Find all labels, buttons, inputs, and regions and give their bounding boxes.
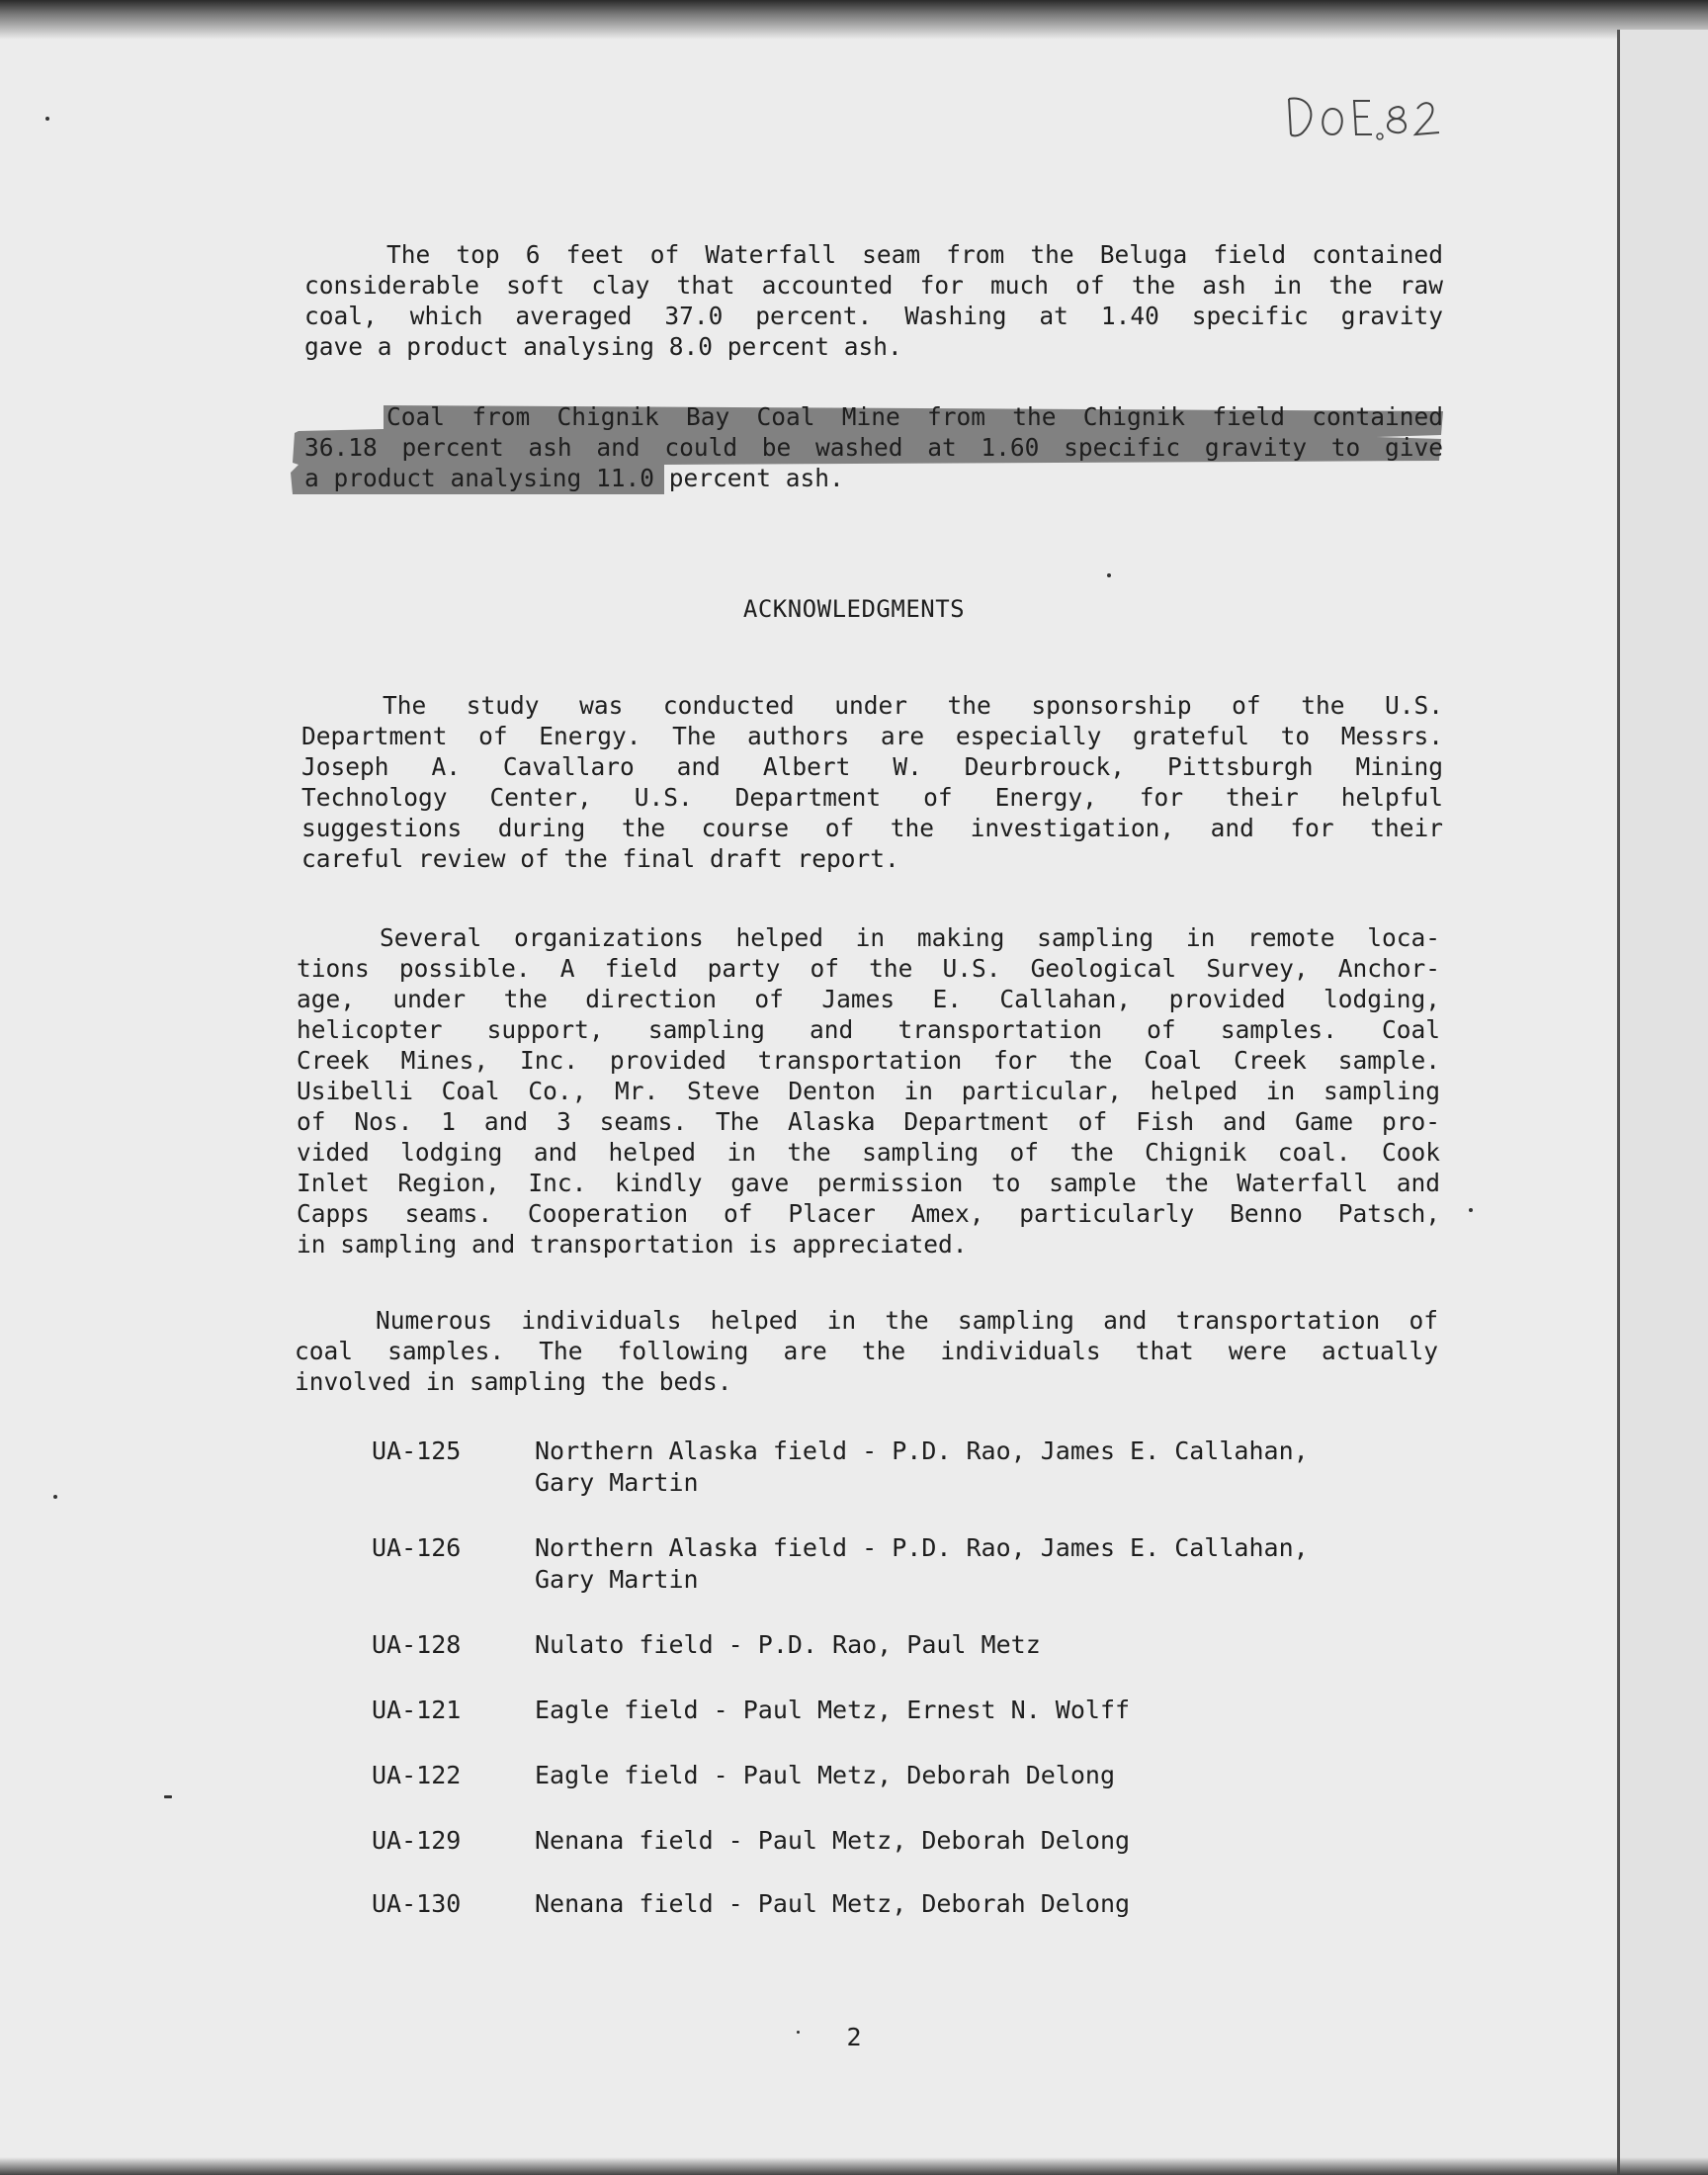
sample-line: Gary Martin: [535, 1565, 699, 1594]
text-line: suggestions during the course of the investigation, and for their: [301, 814, 1443, 842]
text-line: 36.18 percent ash and could be washed at 1.60 specific gravity to give: [304, 433, 1443, 462]
text-line: a product analysing 11.0 percent ash.: [304, 464, 844, 492]
sample-line: Nenana field - Paul Metz, Deborah Delong: [535, 1826, 1131, 1855]
text-line: Several organizations helped in making sampling in remote loca-: [380, 923, 1440, 952]
paragraph-chignik-coal: [304, 401, 1443, 493]
scan-speck: [45, 117, 49, 121]
sample-description: [535, 1532, 1424, 1596]
text-line: Technology Center, U.S. Department of Energy, for their helpful: [301, 783, 1443, 812]
text-line: The top 6 feet of Waterfall seam from the Beluga field contained: [386, 240, 1443, 269]
sample-id: UA-129: [372, 1826, 462, 1855]
sample-id: UA-128: [372, 1630, 462, 1659]
page-right-edge: [1617, 30, 1708, 2175]
sample-description: [535, 1825, 1424, 1857]
text-line: Coal from Chignik Bay Coal Mine from the Chignik field contained: [386, 402, 1443, 431]
paragraph-individuals: [295, 1305, 1438, 1397]
text-line: gave a product analysing 8.0 percent ash.: [304, 332, 902, 361]
section-heading: ACKNOWLEDGMENTS: [742, 595, 966, 623]
text-line: coal samples. The following are the individuals that were actually: [295, 1337, 1438, 1365]
scan-speck: [797, 2031, 800, 2034]
text-line: Joseph A. Cavallaro and Albert W. Deurbrouck, Pittsburgh Mining: [301, 752, 1443, 781]
sample-description: [535, 1436, 1424, 1499]
text-line: Numerous individuals helped in the sampling and transportation of: [376, 1306, 1438, 1335]
sample-description: [535, 1695, 1424, 1726]
text-line: vided lodging and helped in the sampling of the Chignik coal. Cook: [297, 1138, 1440, 1167]
text-line: Creek Mines, Inc. provided transportation for the Coal Creek sample.: [297, 1046, 1440, 1075]
text-line: careful review of the final draft report.: [301, 844, 899, 873]
scan-top-shadow: [0, 0, 1708, 40]
sample-id: UA-126: [372, 1533, 462, 1562]
text-line: considerable soft clay that accounted for much of the ash in the raw: [304, 271, 1443, 300]
text-line: tions possible. A field party of the U.S. Geological Survey, Anchor-: [297, 954, 1440, 983]
text-line: coal, which averaged 37.0 percent. Washing at 1.40 specific gravity: [304, 302, 1443, 330]
scan-speck: [1469, 1208, 1473, 1212]
text-line: of Nos. 1 and 3 seams. The Alaska Department of Fish and Game pro-: [297, 1107, 1440, 1136]
text-line: in sampling and transportation is appreciated.: [297, 1230, 968, 1259]
text-line: involved in sampling the beds.: [295, 1367, 732, 1396]
sample-id: UA-130: [372, 1889, 462, 1918]
paragraph-organizations: [297, 922, 1440, 1260]
sample-line: Eagle field - Paul Metz, Ernest N. Wolff: [535, 1696, 1131, 1724]
scan-speck: [1107, 573, 1111, 577]
sample-line: Nenana field - Paul Metz, Deborah Delong: [535, 1889, 1131, 1918]
sample-line: Gary Martin: [535, 1468, 699, 1497]
text-line: age, under the direction of James E. Callahan, provided lodging,: [297, 985, 1440, 1013]
sample-description: [535, 1888, 1424, 1920]
sample-id: UA-125: [372, 1436, 462, 1465]
text-line: The study was conducted under the sponsorship of the U.S.: [383, 691, 1443, 720]
text-line: Usibelli Coal Co., Mr. Steve Denton in particular, helped in sampling: [297, 1077, 1440, 1105]
handwritten-annotation: [1281, 87, 1459, 146]
text-line: Capps seams. Cooperation of Placer Amex, particularly Benno Patsch,: [297, 1199, 1440, 1228]
sample-line: Nulato field - P.D. Rao, Paul Metz: [535, 1630, 1041, 1659]
paragraph-waterfall-seam: [304, 239, 1443, 362]
sample-id: UA-121: [372, 1696, 462, 1724]
sample-description: [535, 1629, 1424, 1661]
sample-line: Northern Alaska field - P.D. Rao, James E. Callahan,: [535, 1436, 1309, 1465]
sample-line: Northern Alaska field - P.D. Rao, James E. Callahan,: [535, 1533, 1309, 1562]
paragraph-sponsorship: [301, 690, 1443, 874]
text-line: Inlet Region, Inc. kindly gave permission to sample the Waterfall and: [297, 1169, 1440, 1197]
page-number: 2: [846, 2023, 862, 2051]
text-line: helicopter support, sampling and transportation of samples. Coal: [297, 1015, 1440, 1044]
scan-speck: [164, 1795, 172, 1798]
scan-speck: [53, 1495, 57, 1499]
sample-line: Eagle field - Paul Metz, Deborah Delong: [535, 1761, 1115, 1789]
text-line: Department of Energy. The authors are especially grateful to Messrs.: [301, 722, 1443, 750]
sample-id: UA-122: [372, 1761, 462, 1789]
sample-description: [535, 1760, 1424, 1791]
scan-bottom-shadow: [0, 2157, 1708, 2175]
